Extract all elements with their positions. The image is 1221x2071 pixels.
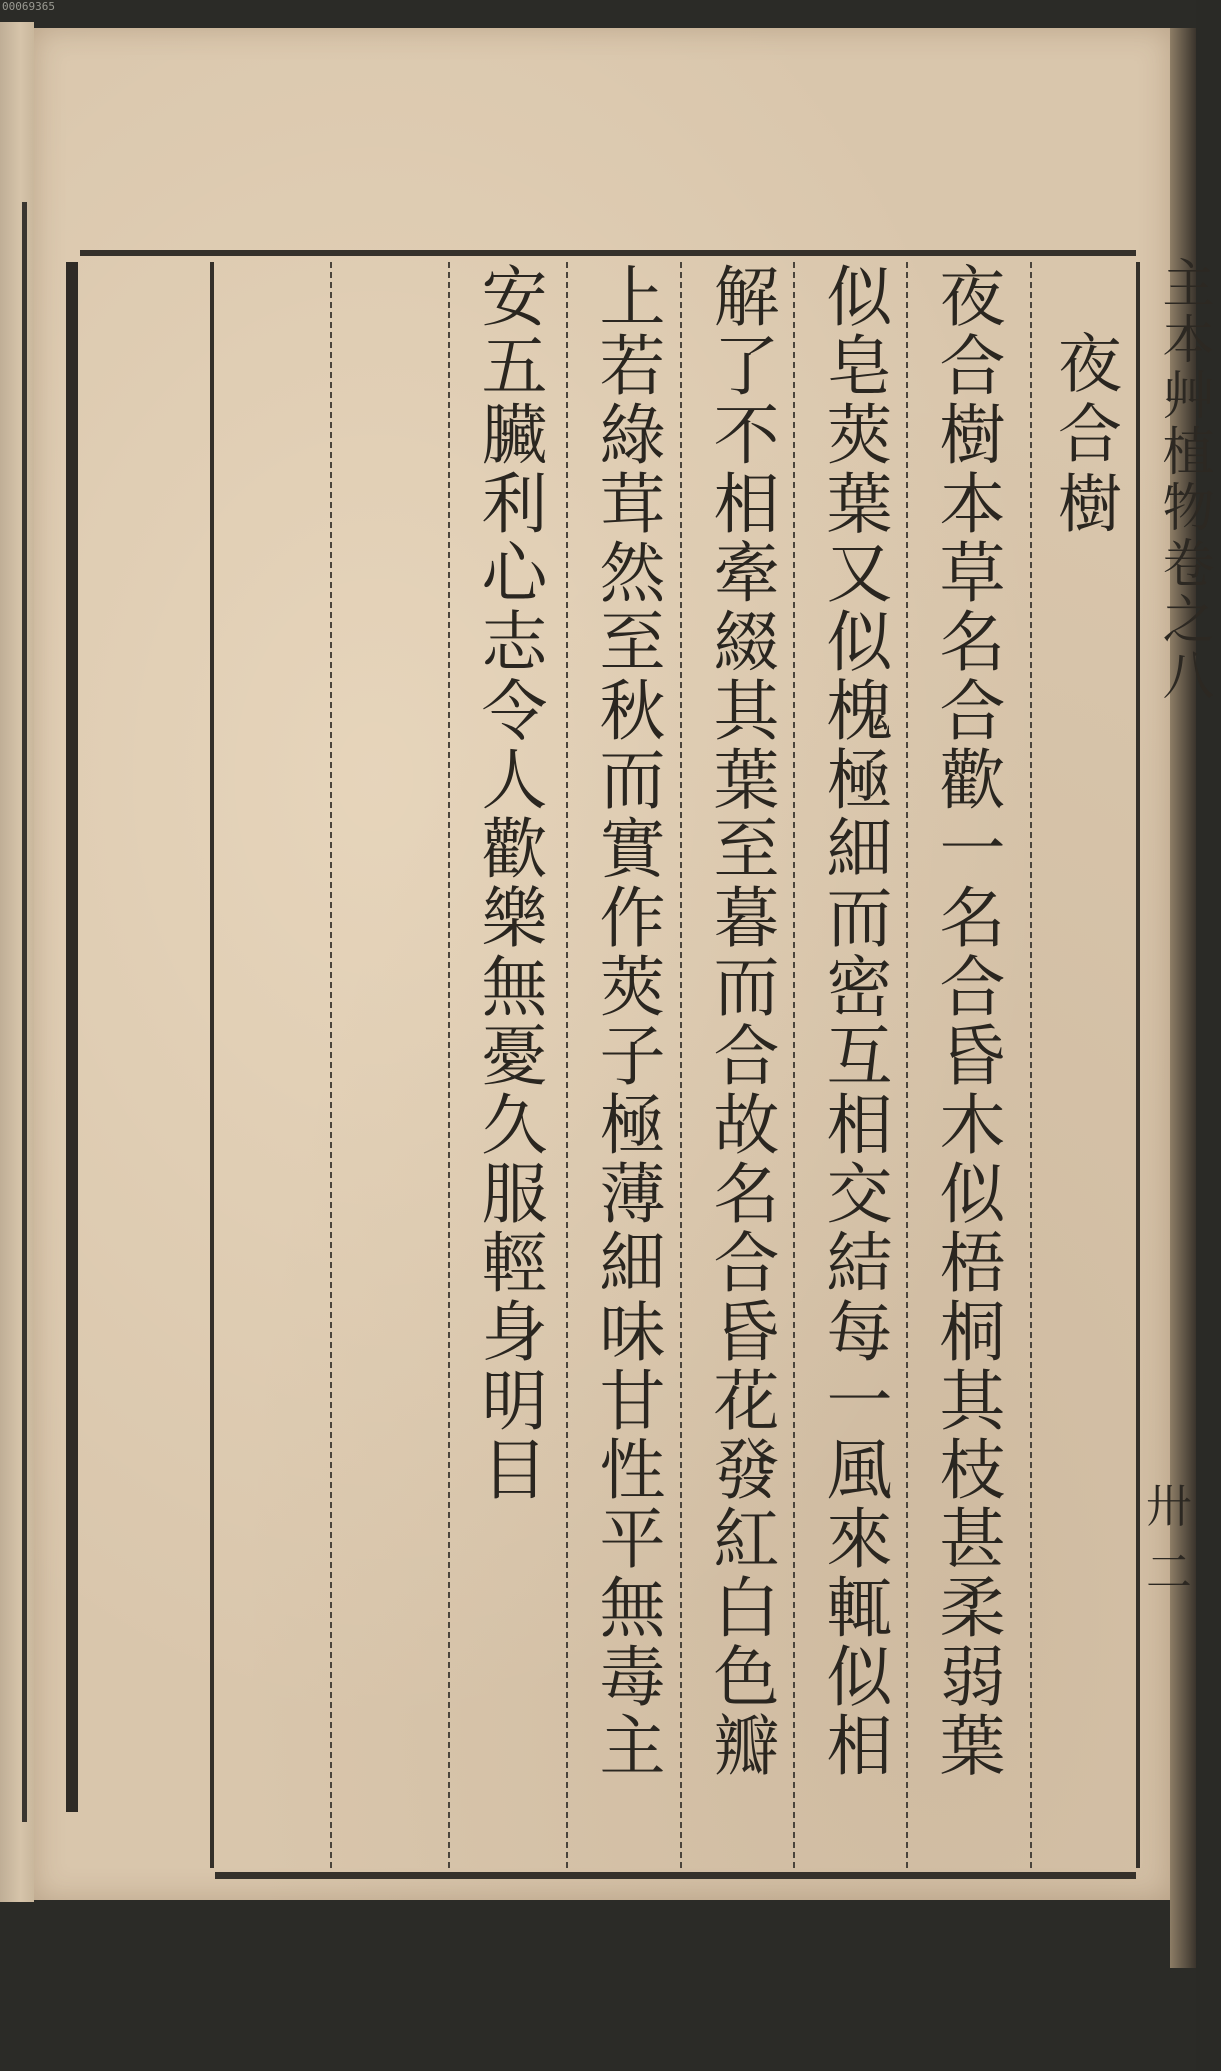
leaf-number: 卅二 bbox=[1146, 1479, 1192, 1599]
border-left bbox=[66, 262, 78, 1812]
text-column-2: 似皂莢葉又似槐極細而密互相交結每一風來輒似相 bbox=[815, 262, 892, 1780]
column-rule bbox=[330, 262, 332, 1868]
column-rule bbox=[906, 262, 908, 1868]
column-rule bbox=[1136, 262, 1140, 1868]
margin-book-title: 主本艸植物卷之八 bbox=[1153, 256, 1213, 704]
column-rule bbox=[210, 262, 214, 1868]
column-rule bbox=[793, 262, 795, 1868]
previous-leaf-edge bbox=[0, 22, 34, 1902]
text-column-4: 上若綠茸然至秋而實作莢子極薄細味甘性平無毒主 bbox=[588, 262, 665, 1780]
text-column-1: 夜合樹本草名合歡一名合昏木似梧桐其枝甚柔弱葉 bbox=[928, 262, 1005, 1780]
border-bottom bbox=[215, 1872, 1136, 1879]
column-rule bbox=[566, 262, 568, 1868]
column-rule bbox=[680, 262, 682, 1868]
column-rule bbox=[448, 262, 450, 1868]
entry-heading: 夜合樹 bbox=[1047, 330, 1121, 540]
previous-leaf-border bbox=[22, 202, 27, 1822]
text-column-5: 安五臟利心志令人歡樂無憂久服輕身明目 bbox=[470, 262, 547, 1504]
border-top bbox=[80, 250, 1136, 256]
text-column-3: 解了不相牽綴其葉至暮而合故名合昏花發紅白色瓣 bbox=[702, 262, 779, 1780]
column-rule bbox=[1030, 262, 1032, 1868]
scan-id: 00069365 bbox=[2, 0, 55, 13]
